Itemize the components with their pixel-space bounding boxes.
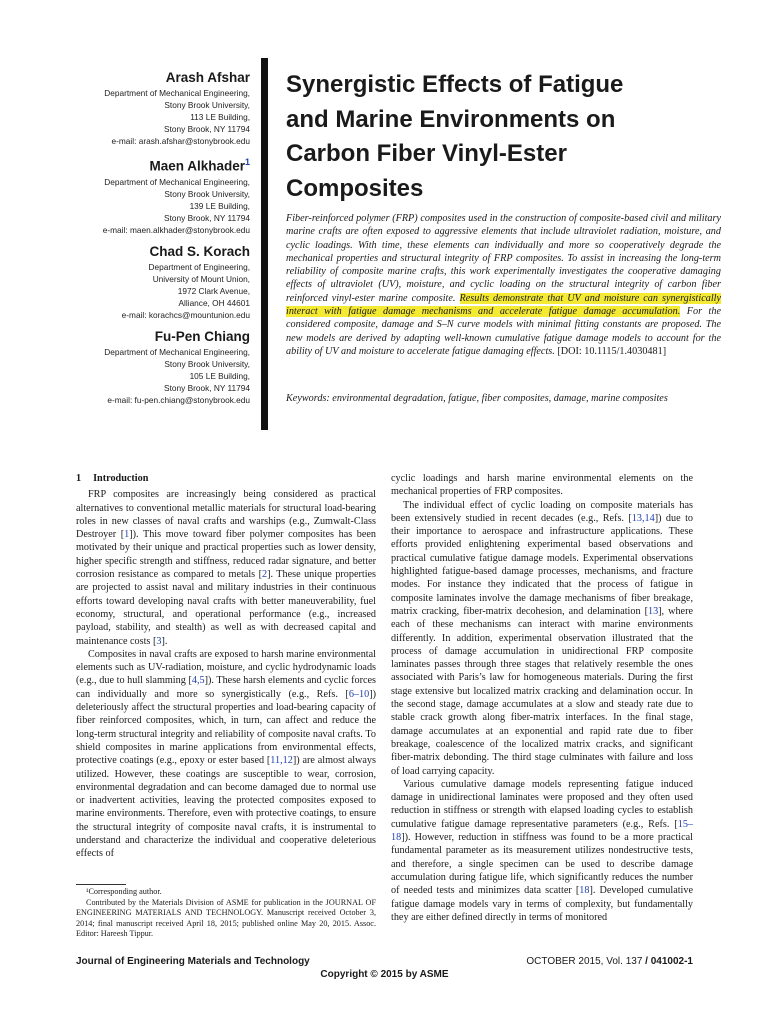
author-affiliation-line: 105 LE Building, [189, 370, 250, 381]
author-block [60, 242, 250, 321]
paragraph-text: ]). This move toward fiber polymer composites has been motivated by their unique and practical properties such as lower density, higher specific strength and stiffness, reduced radar signature, and better corrosion resistance as compared to metals [ [76, 529, 376, 581]
paragraph-text: ]). However, reduction in stiffness was found to be a more practical fundamental parameter as its measurement utilizes nondestructive tests, and therefore, a single specimen can be used to describe damage accumulation during fatigue life, which significantly reduces the number of needed tests and minimizes data scatter [ [391, 832, 693, 897]
author-name-text: Fu-Pen Chiang [154, 328, 250, 344]
author-name [60, 327, 250, 346]
paragraph-text: ], where each of these mechanisms can interact with marine environments differently. In addition, experimental observation illustrated that the process of damage accumulation in unidirectional FRP composite laminates passes through three stages that relatively resemble the ones associated with Paris’s law for homogeneous materials. During the first stage extensive but localized matrix cracking and delamination occur. In the second stage, damage accumulates at a slow and steady rate due to stable crack growth along fiber-matrix interfaces. In the final stage, damage accumulates at an exponential and rapid rate due to fiber breakage, coalescence of the localized matrix cracks, and significant fiber-matrix debonding. The third stage culminates with failure and loss of load carrying capacity. [391, 605, 693, 777]
keywords: Keywords: environmental degradation, fatigue, fiber composites, damage, marine composites [286, 393, 668, 404]
footnote-publication: Contributed by the Materials Division of ASME for publication in the JOURNAL OF ENGINEERING MATERIALS AND TECHNOLOGY. Manuscript received October 3, 2014; final manuscript received April 18, 2015; published online May 20, 2015. Assoc. Editor: Hareesh Tippur. [76, 897, 376, 939]
title-line: Synergistic Effects of Fatigue [286, 71, 624, 98]
abstract [286, 212, 721, 358]
body-paragraph [76, 648, 376, 861]
citation-link[interactable]: 13 [647, 605, 659, 617]
citation-link[interactable]: 18 [579, 885, 590, 897]
author-block [60, 68, 250, 147]
paragraph-text: The individual effect of cyclic loading on composite materials has been extensively studied in recent decades (e.g., Refs. [ [391, 499, 693, 524]
author-affiliation-line: Stony Brook University, [164, 188, 250, 199]
paragraph-text: ]. [161, 635, 168, 647]
left-column [76, 472, 376, 861]
citation-link[interactable]: 6–10 [348, 688, 370, 700]
author-affiliation-line: 1972 Clark Avenue, [177, 285, 250, 296]
paragraph-text: ]) deleteriously affect the structural properties and load-bearing capacity of fiber reinforced composites, which, in turn, can affect and reduce the long-term structural integrity and reliability of composite naval crafts. To shield composites in marine applications from environmental effects, protective coatings (e.g., epoxy or ester based [ [76, 688, 376, 767]
paragraph-text: ]) due to their importance to aerospace and infrastructure applications. These efforts provided enlightening experimental based observations and practical cumulative fatigue damage models. Experimental observations highlighted fatigue-based damage processes, mechanisms, and fracture modes. For instance they indicated that the process of fatigue in composite laminates involve the damage mechanisms of fiber breakage, matrix cracking, fiber-matrix decohesion, and delamination [ [391, 512, 693, 617]
author-affiliation-line: 113 LE Building, [190, 112, 250, 122]
footnotes [76, 887, 376, 940]
author-affiliation-line: Department of Mechanical Engineering, [104, 346, 250, 357]
section-number: 1 [76, 473, 82, 484]
author-email: e-mail: korachcs@mountunion.edu [121, 309, 250, 320]
citation-link[interactable]: 15–18 [391, 818, 693, 844]
citation-link[interactable]: 4,5 [191, 675, 205, 687]
abstract-text-continued: For the considered composite, damage and S–N curve models with minimal fitting constants are proposed. The new models are derived by adapting well-known cumulative fatigue damage models to account for the ability of UV and moisture to accelerate fatigue damaging effects. [286, 306, 721, 357]
author-name-text: Maen Alkhader [149, 158, 245, 174]
body-paragraph [76, 488, 376, 648]
author-block [60, 153, 250, 236]
author-affiliation-line: 139 LE Building, [189, 200, 250, 211]
author-name-text: Chad S. Korach [149, 243, 250, 259]
author-name [60, 242, 250, 261]
article-number: 041002-1 [650, 956, 693, 967]
paragraph-text: Various cumulative damage models representing fatigue induced damage in unidirectional laminates were proposed and they often used reduction in stiffness or strength with elapsed loading cycles to establish cumulative fatigue damage representative parameters (e.g., Refs. [ [391, 778, 693, 830]
author-affiliation-line: Stony Brook, NY 11794 [164, 124, 250, 134]
citation-link[interactable]: 2 [261, 569, 268, 581]
paragraph-text: ]). These harsh elements and cyclic forces can individually and more so synergistically (e.g., Refs. [ [76, 675, 376, 700]
author-affiliation-line: Stony Brook University, [164, 100, 250, 110]
paragraph-text: Composites in naval crafts are exposed to harsh marine environmental elements such as UV-radiation, moisture, and cyclic hydrodynamic loads (e.g., due to hull slamming [ [76, 648, 376, 687]
author-affiliation-line: Stony Brook University, [164, 358, 250, 369]
author-affiliation-line: Stony Brook, NY 11794 [164, 212, 250, 223]
title-line: and Marine Environments on [286, 105, 616, 133]
section-heading [76, 472, 376, 485]
author-affiliation-line: Department of Mechanical Engineering, [104, 176, 250, 187]
corresponding-author-mark[interactable]: 1 [244, 157, 250, 167]
title-line: Carbon Fiber Vinyl-Ester [286, 140, 567, 167]
author-block [60, 327, 250, 406]
author-affiliation-line: Department of Engineering, [148, 261, 250, 272]
paragraph-text: cyclic loadings and harsh marine environmental elements on the mechanical properties of FRP composites. [391, 473, 693, 498]
abstract-doi: [DOI: 10.1115/1.4030481] [554, 345, 667, 357]
footnote-rule [76, 884, 126, 885]
body-paragraph [391, 472, 693, 499]
copyright: Copyright © 2015 by ASME [320, 969, 449, 980]
right-column [391, 472, 693, 924]
footnote-corresponding: ¹Corresponding author. [86, 887, 162, 896]
journal-name: Journal of Engineering Materials and Technology [76, 956, 310, 967]
paper-title [286, 68, 666, 206]
author-email: e-mail: maen.alkhader@stonybrook.edu [102, 224, 250, 235]
citation-link[interactable]: 13,14 [631, 512, 655, 524]
body-paragraph [391, 778, 693, 924]
author-affiliation-line: Department of Mechanical Engineering, [104, 88, 250, 98]
author-name-text: Arash Afshar [165, 70, 250, 85]
author-name [60, 68, 250, 87]
abstract-highlight: Results demonstrate that UV and moisture can synergistically interact with fatigue damage mechanisms and accelerate fatigue damage accumulation. [286, 292, 722, 318]
citation-link[interactable]: 1 [124, 529, 130, 541]
section-title: Introduction [93, 473, 149, 484]
abstract-text: Fiber-reinforced polymer (FRP) composites used in the construction of composite-based civil and military marine crafts are often exposed to aggressive elements that include ultraviolet radiation, moisture, and cyclic loadings. With time, these elements can individually and more so cooperatively degrade the mechanical properties and structural integrity of FRP composites. To assist in increasing the long-term reliability of composite marine crafts, this work experimentally investigates the cooperative damaging effects of ultraviolet (UV), moisture, and cyclic loading on the structural integrity of carbon fiber reinforced vinyl-ester marine composite. [286, 213, 721, 304]
paragraph-text: ]. Developed cumulative fatigue damage models vary in terms of complexity, but fundamentally they are either defined directly in terms of monitored [391, 885, 693, 923]
paragraph-text: ]. These unique properties are projected to assist naval and military industries in their continuous efforts toward developing naval crafts with better maneuverability, fuel economy, structural, and operational performance (e.g., increased payload, stability, and stealth) as well as with decreased capital and maintenance costs [ [76, 569, 377, 647]
citation-link[interactable]: 11,12 [270, 755, 293, 767]
author-affiliation-line: University of Mount Union, [152, 273, 250, 284]
author-affiliation-line: Stony Brook, NY 11794 [164, 382, 250, 393]
author-name [60, 153, 250, 176]
paragraph-text: FRP composites are increasingly being considered as practical alternatives to conventional metallic materials for structural load-bearing roles in new classes of naval crafts and warships (e.g., Zumwalt-Class Destroyer [ [76, 489, 376, 541]
title-line: Composites [286, 174, 424, 202]
issue-info [526, 956, 693, 967]
author-affiliation-line: Alliance, OH 44601 [178, 297, 250, 308]
body-paragraph [391, 499, 693, 778]
issue-separator: / [642, 956, 651, 967]
issue-volume: OCTOBER 2015, Vol. 137 [526, 956, 643, 967]
citation-link[interactable]: 3 [156, 635, 162, 647]
title-divider-bar [261, 58, 268, 430]
author-email: e-mail: arash.afshar@stonybrook.edu [111, 136, 250, 146]
paragraph-text: ]) are almost always utilized. However, these coatings are susceptible to wear, corrosion, environmental degradation and can become damaged due to normal use or inadvertent activities, leaving the protected composites exposed to marine environments. Therefore, even with protective coatings, to ensure the structural integrity of composite naval crafts, it is instrumental to understand and characterize the individual and cooperative deleterious effects of [76, 755, 376, 860]
author-email: e-mail: fu-pen.chiang@stonybrook.edu [107, 394, 250, 405]
author-list [60, 68, 250, 412]
